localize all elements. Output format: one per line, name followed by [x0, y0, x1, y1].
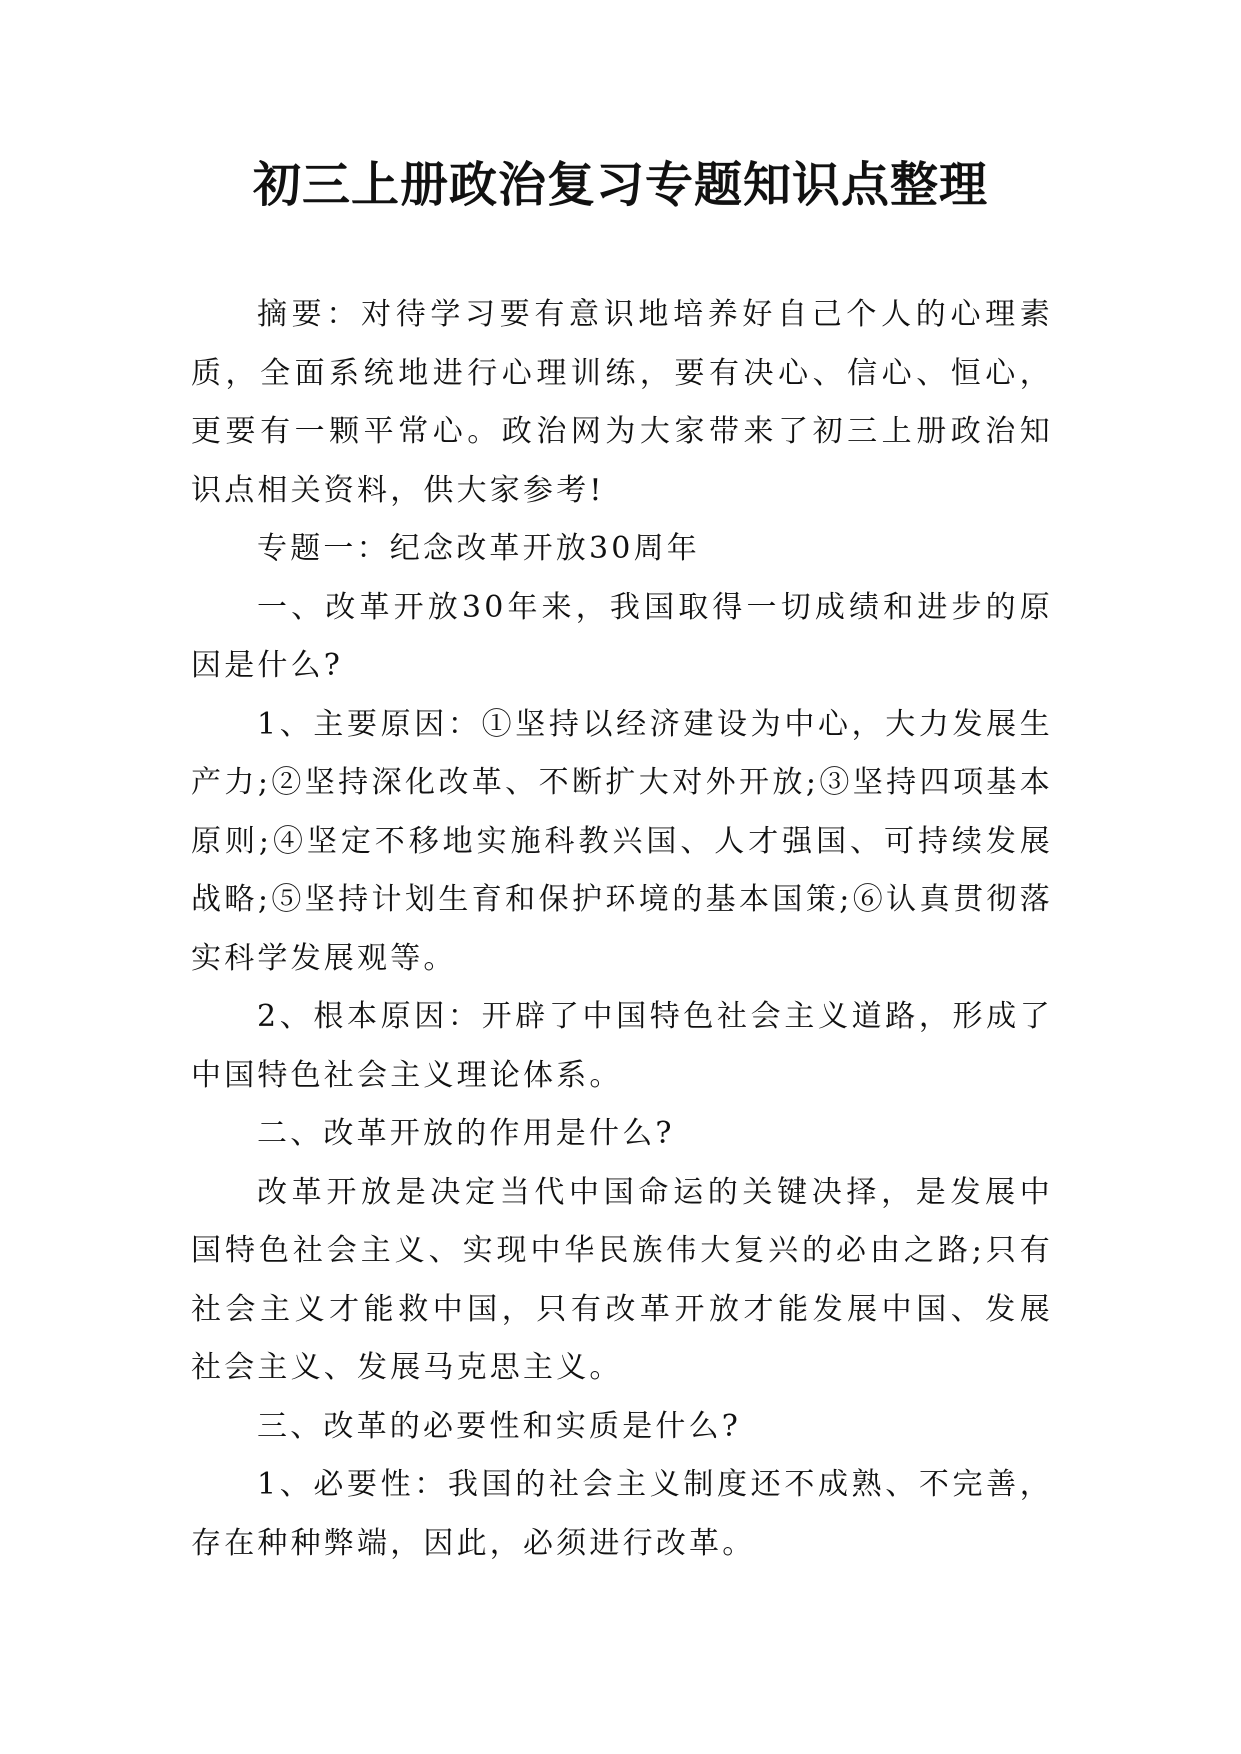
question-heading-1: 一、改革开放30年来，我国取得一切成绩和进步的原因是什么? [191, 589, 1053, 683]
document-body [191, 286, 1053, 1573]
document-title: 初三上册政治复习专题知识点整理 [252, 157, 988, 213]
question-heading-2: 二、改革开放的作用是什么? [257, 1116, 675, 1151]
topic-heading: 专题一：纪念改革开放30周年 [257, 531, 700, 566]
answer-paragraph-root-reason: 2、根本原因：开辟了中国特色社会主义道路，形成了中国特色社会主义理论体系。 [191, 999, 1053, 1093]
question-heading-3: 三、改革的必要性和实质是什么? [257, 1408, 742, 1444]
answer-paragraph-role: 改革开放是决定当代中国命运的关键决择，是发展中国特色社会主义、实现中华民族伟大复兴的必由之路;只有社会主义才能救中国，只有改革开放才能发展中国、发展社会主义、发展马克思主义。 [191, 1174, 1053, 1385]
answer-paragraph-main-reasons: 1、主要原因：①坚持以经济建设为中心，大力发展生产力;②坚持深化改革、不断扩大对外开放;③坚持四项基本原则;④坚定不移地实施科教兴国、人才强国、可持续发展战略;⑤坚持计划生育和保护环境的基本国策;⑥认真贯彻落实科学发展观等。 [191, 706, 1053, 976]
answer-paragraph-necessity: 1、必要性：我国的社会主义制度还不成熟、不完善，存在种种弊端，因此，必须进行改革。 [191, 1467, 1053, 1561]
abstract-paragraph: 摘要：对待学习要有意识地培养好自己个人的心理素质，全面系统地进行心理训练，要有决心、信心、恒心，更要有一颗平常心。政治网为大家带来了初三上册政治知识点相关资料，供大家参考! [191, 297, 1053, 508]
